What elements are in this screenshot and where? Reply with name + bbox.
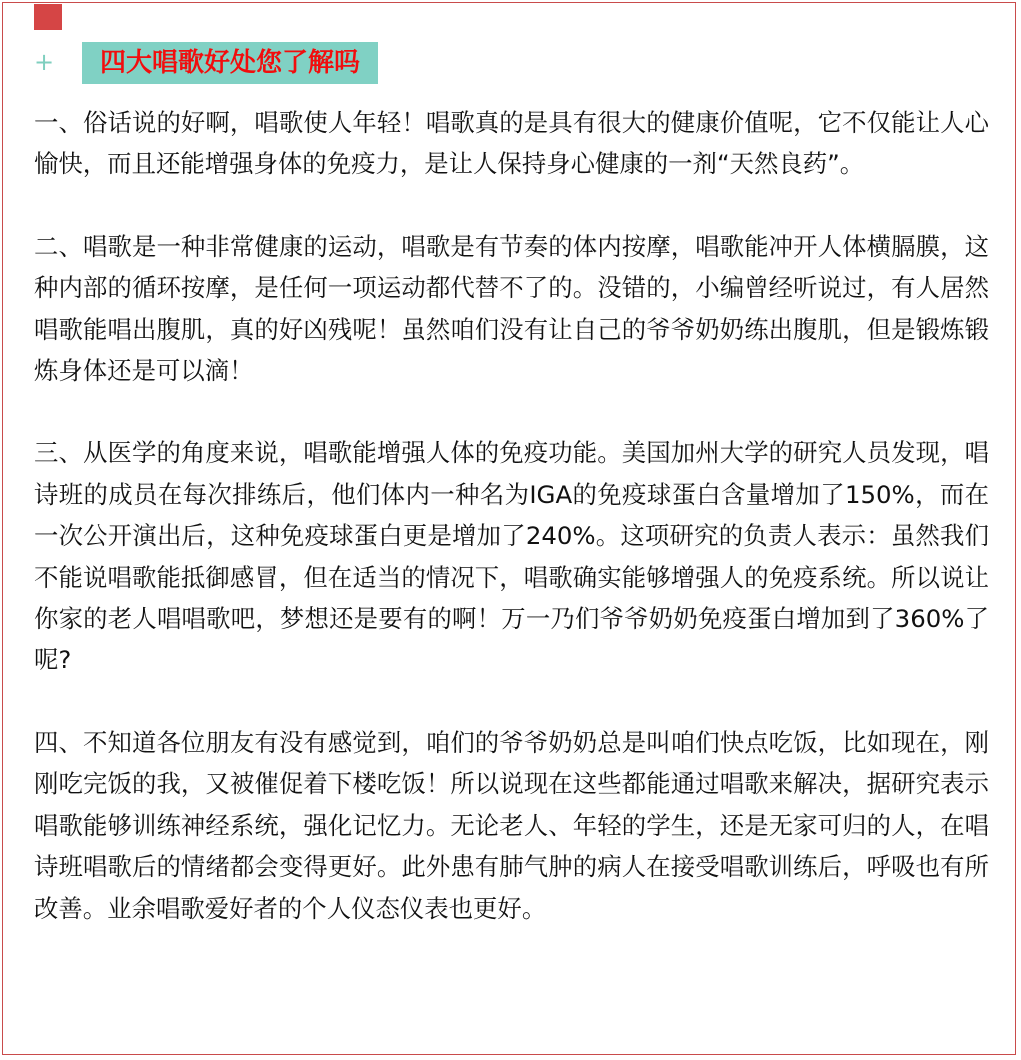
paragraph-1: 一、俗话说的好啊，唱歌使人年轻！唱歌真的是具有很大的健康价值呢，它不仅能让人心愉快，而且还能增强身体的免疫力，是让人保持身心健康的一剂“天然良药”。: [34, 108, 989, 179]
paragraph-3: 三、从医学的角度来说，唱歌能增强人体的免疫功能。美国加州大学的研究人员发现，唱诗班的成员在每次排练后，他们体内一种名为IGA的免疫球蛋白含量增加了150%，而在一次公开演出后，这种免疫球蛋白更是增加了240%。这项研究的负责人表示：虽然我们不能说唱歌能抵御感冒，但在适当的情况下，唱歌确实能够增强人的免疫系统。所以说让你家的老人唱唱歌吧，梦想还是要有的啊！万一乃们爷爷奶奶免疫蛋白增加到了360%了呢?: [34, 438, 989, 675]
paragraph-2: 二、唱歌是一种非常健康的运动，唱歌是有节奏的体内按摩，唱歌能冲开人体横膈膜，这种内部的循环按摩，是任何一项运动都代替不了的。没错的，小编曾经听说过，有人居然唱歌能唱出腹肌，真的好凶残呢！虽然咱们没有让自己的爷爷奶奶练出腹肌，但是锻炼锻炼身体还是可以滴！: [34, 231, 989, 386]
corner-square-decoration: [34, 4, 62, 30]
paragraph-4: 四、不知道各位朋友有没有感觉到，咱们的爷爷奶奶总是叫咱们快点吃饭，比如现在，刚刚吃完饭的我，又被催促着下楼吃饭！所以说现在这些都能通过唱歌来解决，据研究表示唱歌能够训练神经系统，强化记忆力。无论老人、年轻的学生，还是无家可归的人，在唱诗班唱歌后的情绪都会变得更好。此外患有肺气肿的病人在接受唱歌训练后，呼吸也有所改善。业余唱歌爱好者的个人仪态仪表也更好。: [34, 727, 989, 923]
section-title: 四大唱歌好处您了解吗: [82, 42, 378, 84]
plus-icon: +: [34, 48, 55, 76]
article-body: [34, 102, 989, 970]
